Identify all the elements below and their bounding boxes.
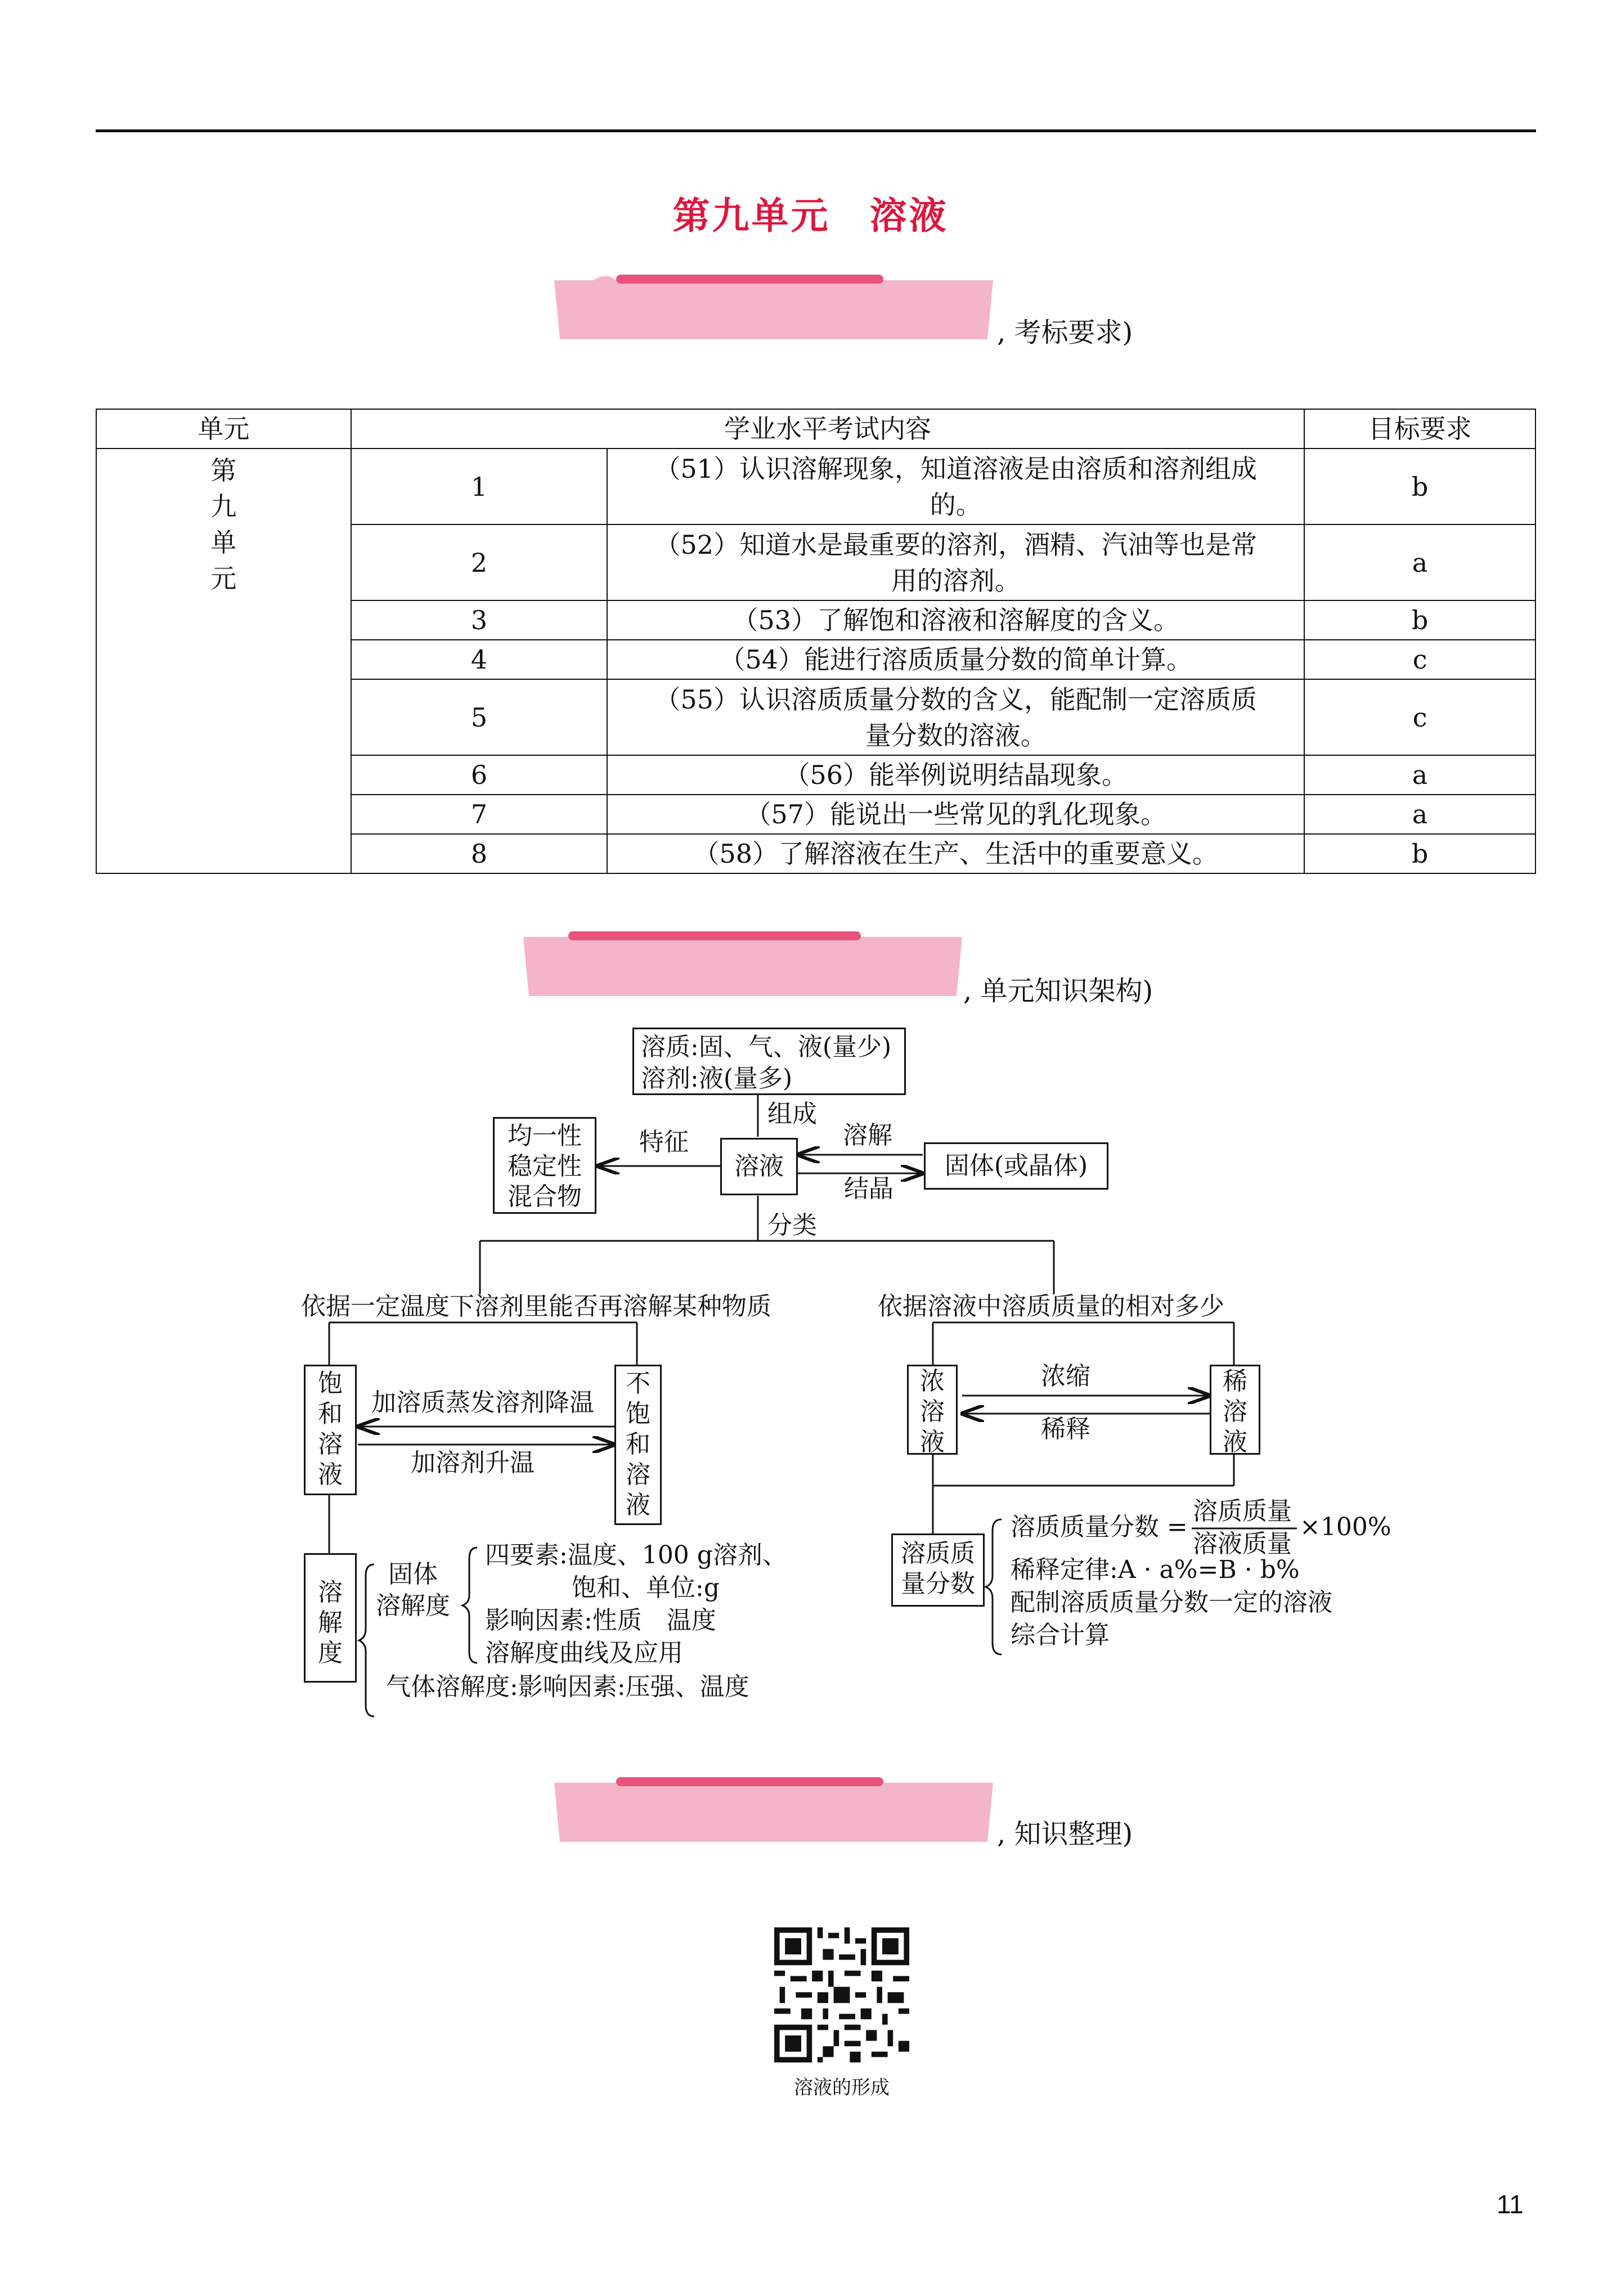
saturated-char: 液 (318, 1460, 343, 1489)
solid-solubility-line: 溶解度 (376, 1591, 450, 1620)
row-number: 7 (351, 795, 608, 834)
concentrated-char: 液 (920, 1428, 945, 1456)
solid-text: 固体(或晶体) (944, 1151, 1088, 1180)
concentrate-label: 浓缩 (1041, 1362, 1090, 1391)
dilute-box (1210, 1365, 1260, 1455)
row-content: （53）了解饱和溶液和溶解度的含义。 (607, 600, 1304, 640)
section-banner-knowledge (554, 1772, 993, 1845)
to-unsaturated-label: 加溶剂升温 (411, 1449, 535, 1477)
comprehensive-calc: 综合计算 (1011, 1621, 1110, 1649)
gas-solubility-text: 气体溶解度:影响因素:压强、温度 (386, 1672, 749, 1701)
curve-text: 溶解度曲线及应用 (485, 1639, 683, 1667)
concentrated-char: 浓 (920, 1367, 945, 1396)
solid-solubility-label (376, 1559, 450, 1622)
row-level: b (1304, 600, 1535, 640)
page-title: 第九单元 溶液 (672, 194, 949, 237)
unit-char: 第 (210, 455, 237, 486)
dilution-law: 稀释定律:A · a%=B · b% (1011, 1555, 1300, 1584)
row-content: （58）了解溶液在生产、生活中的重要意义。 (607, 834, 1304, 873)
row-number: 8 (351, 834, 608, 873)
dilute-char: 溶 (1223, 1397, 1247, 1426)
unsaturated-box (614, 1365, 662, 1525)
row-level: c (1304, 640, 1535, 679)
concentrated-char: 溶 (920, 1397, 945, 1426)
header-content: 学业水平考试内容 (351, 409, 1305, 449)
saturated-char: 和 (318, 1400, 343, 1428)
solubility-char: 度 (318, 1639, 343, 1667)
dissolve-label: 溶解 (843, 1121, 892, 1150)
formula-denominator: 溶液质量 (1193, 1530, 1292, 1558)
ribbon-icon (554, 1772, 993, 1845)
unsaturated-char: 饱 (626, 1400, 650, 1428)
formula-numerator: 溶质质量 (1193, 1497, 1292, 1526)
prepare-solution: 配制溶质质量分数一定的溶液 (1011, 1588, 1332, 1617)
qr-code-icon[interactable] (774, 1927, 909, 2062)
mass-fraction-line: 溶质质 (901, 1539, 975, 1568)
row-level: b (1304, 449, 1535, 524)
features-box (493, 1117, 596, 1214)
unsaturated-char: 不 (626, 1369, 650, 1398)
section-heading-knowledge: , 知识整理) (997, 1818, 1133, 1850)
formula-right: ×100% (1300, 1513, 1391, 1541)
left-basis: 依据一定温度下溶剂里能否再溶解某种物质 (301, 1292, 771, 1321)
row-content: （54）能进行溶质质量分数的简单计算。 (607, 640, 1304, 679)
mass-fraction-line: 量分数 (901, 1569, 975, 1598)
right-basis: 依据溶液中溶质质量的相对多少 (878, 1292, 1224, 1321)
feature-text: 稳定性 (508, 1152, 582, 1181)
crystallize-label: 结晶 (844, 1174, 893, 1203)
dilute-label: 稀释 (1041, 1415, 1090, 1443)
row-content: （57）能说出一些常见的乳化现象。 (607, 795, 1304, 834)
four-elements-2: 饱和、单位:g (572, 1573, 720, 1602)
section-heading-requirements: , 考标要求) (997, 317, 1133, 348)
row-content: （56）能举例说明结晶现象。 (607, 755, 1304, 795)
unsaturated-char: 溶 (626, 1460, 650, 1489)
solubility-char: 溶 (318, 1578, 343, 1607)
header-unit: 单元 (96, 409, 351, 449)
feature-text: 混合物 (508, 1182, 582, 1211)
saturated-char: 溶 (318, 1430, 343, 1459)
unit-char: 元 (210, 563, 237, 594)
solution-box (720, 1138, 798, 1195)
unsaturated-char: 液 (626, 1491, 650, 1519)
solution-text: 溶液 (734, 1152, 784, 1181)
unit-char: 单 (210, 527, 237, 558)
row-level: a (1304, 524, 1535, 600)
feature-text: 均一性 (508, 1122, 582, 1150)
dilute-char: 液 (1223, 1428, 1247, 1456)
row-level: a (1304, 795, 1535, 834)
composition-label: 组成 (767, 1100, 817, 1128)
header-target: 目标要求 (1304, 409, 1535, 449)
row-number: 1 (351, 449, 608, 524)
classify-label: 分类 (767, 1211, 817, 1240)
solvent-text: 溶剂:液(量多) (641, 1064, 793, 1093)
formula-left: 溶质质量分数 = (1011, 1513, 1188, 1541)
row-number: 4 (351, 640, 608, 679)
row-number: 5 (351, 679, 608, 755)
unit-char: 九 (210, 491, 237, 522)
solid-solubility-line: 固体 (388, 1560, 438, 1589)
saturated-char: 饱 (318, 1369, 343, 1398)
solubility-box (304, 1553, 357, 1683)
row-level: a (1304, 755, 1535, 795)
solute-text: 溶质:固、气、液(量少) (641, 1033, 892, 1061)
row-content: （52）知道水是最重要的溶剂，酒精、汽油等也是常 用的溶剂。 (607, 524, 1304, 600)
mass-fraction-box (891, 1533, 985, 1607)
row-number: 2 (351, 524, 608, 600)
row-content: （55）认识溶质质量分数的含义，能配制一定溶质质 量分数的溶液。 (607, 679, 1304, 755)
qr-caption: 溶液的形成 (794, 2077, 890, 2099)
saturated-box (304, 1365, 357, 1495)
page-number: 11 (1497, 2190, 1524, 2219)
concentrated-box (907, 1365, 958, 1455)
row-content: （51）认识溶解现象，知道溶液是由溶质和溶剂组成 的。 (607, 449, 1304, 524)
row-level: b (1304, 834, 1535, 873)
solid-box (924, 1142, 1108, 1190)
solubility-char: 解 (318, 1608, 343, 1637)
row-level: c (1304, 679, 1535, 755)
features-label: 特征 (639, 1128, 689, 1156)
composition-box (632, 1028, 906, 1095)
row-number: 6 (351, 755, 608, 795)
to-saturated-label: 加溶质蒸发溶剂降温 (371, 1388, 594, 1417)
section-heading-framework: , 单元知识架构) (963, 975, 1153, 1007)
dilute-char: 稀 (1223, 1367, 1247, 1396)
factors-text: 影响因素:性质 温度 (485, 1606, 716, 1635)
unsaturated-char: 和 (626, 1430, 650, 1459)
four-elements-1: 四要素:温度、100 g溶剂、 (485, 1541, 787, 1569)
row-number: 3 (351, 600, 608, 640)
